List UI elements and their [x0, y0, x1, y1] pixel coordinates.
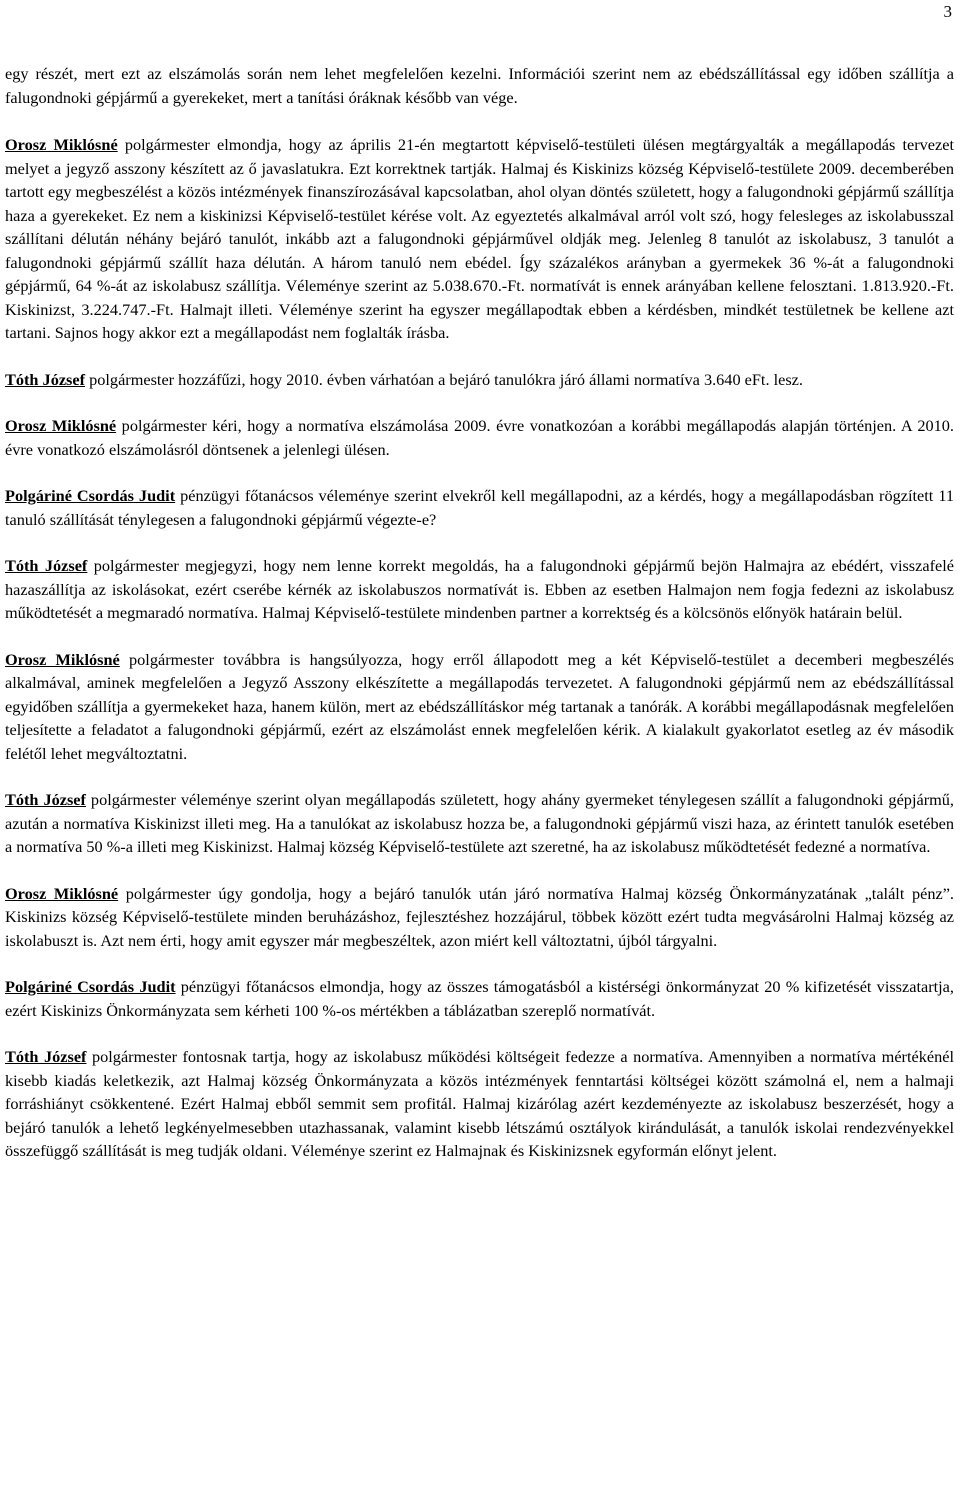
speaker-name: Tóth József: [5, 790, 86, 809]
paragraph-2: [5, 133, 954, 345]
paragraph-7: [5, 648, 954, 766]
speaker-name: Orosz Miklósné: [5, 649, 120, 669]
paragraph-10-text: pénzügyi főtanácsos elmondja, hogy az összes támogatásból a kistérségi önkormányzat 20 % kifizetését visszatartja, ezért Kiskinizs Önkormányzata sem kérheti 100 %-os mértékben a táblázatban szereplő normatívát.: [5, 977, 954, 1020]
paragraph-3: [5, 368, 954, 392]
paragraph-1: [5, 62, 954, 109]
paragraph-4: [5, 414, 954, 461]
speaker-name: Tóth József: [5, 556, 88, 575]
paragraph-3-text: polgármester hozzáfűzi, hogy 2010. évben várhatóan a bejáró tanulókra járó állami normatíva 3.640 eFt. lesz.: [85, 369, 803, 389]
paragraph-5-text: pénzügyi főtanácsos véleménye szerint elvekről kell megállapodni, az a kérdés, hogy a megállapodásban rögzített 11 tanuló szállítását ténylegesen a falugondnoki gépjármű végezte-e?: [5, 486, 954, 529]
paragraph-10: [5, 975, 954, 1022]
paragraph-11: [5, 1045, 954, 1163]
page-number: 3: [943, 2, 952, 21]
speaker-name: Orosz Miklósné: [5, 135, 118, 154]
paragraph-11-text: polgármester fontosnak tartja, hogy az iskolabusz működési költségeit fedezze a normatíva. Amennyiben a normatíva mértékénél kisebb kiadás keletkezik, azt Halmaj község Önkormányzata a közös intézmények fenntartási költségei között számolná el, nem a halmaji forráshiányt csökkentené. Ezért Halmaj ebből semmit sem profitál. Halmaj kizárólag azért kezdeményezte az iskolabusz beszerzését, hogy a bejáró tanulók a lehető legkényelmesebben utazhassanak, valamint kisebb létszámú osztályok kirándulását, a tanulók iskolai rendezvényekkel összefüggő szállítását is meg tudják oldani. Véleménye szerint ez Halmajnak és Kiskinizsnek egyformán előnyt jelent.: [5, 1047, 954, 1160]
speaker-name: Polgáriné Csordás Judit: [5, 486, 176, 505]
paragraph-4-text: polgármester kéri, hogy a normatíva elszámolása 2009. évre vonatkozóan a korábbi megállapodás alapján történjen. A 2010. évre vonatkozó elszámolásról döntsenek a jelenlegi ülésen.: [5, 416, 954, 459]
paragraph-2-text: polgármester elmondja, hogy az április 21-én megtartott képviselő-testületi ülésen megtárgyalták a megállapodás tervezet melyet a jegyző asszony készített az ő javaslatukra. Ezt korrektnek tartják. Halmaj és Kiskinizs község Képviselő-testülete 2009. decemberében tartott egy megbeszélést a közös intézmények finanszírozásával kapcsolatban, ahol olyan döntés született, hogy a falugondnoki gépjármű szállítja haza a gyerekeket. Ez nem a kiskinizsi Képviselő-testület kérése volt. Az egyeztetés alkalmával arról volt szó, hogy felesleges az iskolabusszal szállítani délután néhány bejáró tanulót, inkább azt a falugondnoki gépjárművel oldják meg. Jelenleg 8 tanulót az iskolabusz, 3 tanulót a falugondnoki gépjármű szállít haza délután. A három tanuló nem ebédel. Így százalékos arányban a gyermekek 36 %-át a falugondnoki gépjármű, 64 %-át az iskolabusz szállítja. Véleménye szerint az 5.038.670.-Ft. normatívát is ennek arányában kellene felosztani. 1.813.920.-Ft. Kiskinizst, 3.224.747.-Ft. Halmajt illeti. Véleménye szerint ha egyszer megállapodtak ebben a kérdésben, mindkét testületnek be kellene azt tartani. Sajnos hogy akkor ezt a megállapodást nem foglalták írásba.: [5, 135, 954, 342]
paragraph-9: [5, 882, 954, 953]
speaker-name: Polgáriné Csordás Judit: [5, 977, 176, 996]
paragraph-6-text: polgármester megjegyzi, hogy nem lenne korrekt megoldás, ha a falugondnoki gépjármű bejön Halmajra az ebédért, visszafelé hazaszállítja az iskolásokat, ezért cserébe kérnék az iskolabuszos normatívát is. Ebben az esetben Halmajon nem fogja fedezni az iskolabusz működtetését a megmaradó normatíva. Halmaj Képviselő-testülete mindenben partner a korrektség és a kölcsönös előnyök határain belül.: [5, 556, 954, 622]
paragraph-8: [5, 788, 954, 859]
paragraph-5: [5, 484, 954, 531]
paragraph-1-text: egy részét, mert ezt az elszámolás során nem lehet megfelelően kezelni. Információi szerint nem az ebédszállítással egy időben szállítja a falugondnoki gépjármű a gyerekeket, mert a tanítási óráknak később van vége.: [5, 64, 954, 107]
paragraph-8-text: polgármester véleménye szerint olyan megállapodás született, hogy ahány gyermeket ténylegesen szállít a falugondnoki gépjármű, azután a normatíva Kiskinizst illeti meg. Ha a tanulókat az iskolabusz hozza be, a falugondnoki gépjármű viszi haza, az érintett tanulók esetében a normatíva 50 %-a illeti meg Kiskinizst. Halmaj község Képviselő-testülete azt szeretné, ha az iskolabusz működtetését fedezné a normatíva.: [5, 790, 954, 856]
paragraph-9-text: polgármester úgy gondolja, hogy a bejáró tanulók után járó normatíva Halmaj község Önkormányzatának „talált pénz”. Kiskinizs község Képviselő-testülete minden beruházáshoz, fejlesztéshez hozzájárul, többek között ezért tudta megvásárolni Halmaj község az iskolabuszt is. Azt nem érti, hogy amit egyszer már megbeszéltek, azon miért kell változtatni, újból tárgyalni.: [5, 883, 954, 950]
speaker-name: Tóth József: [5, 369, 86, 389]
speaker-name: Orosz Miklósné: [5, 416, 117, 435]
speaker-name: Orosz Miklósné: [5, 883, 119, 903]
paragraph-6: [5, 554, 954, 625]
speaker-name: Tóth József: [5, 1047, 87, 1066]
paragraph-7-text: polgármester továbbra is hangsúlyozza, hogy erről állapodott meg a két Képviselő-testület a decemberi megbeszélés alkalmával, aminek megfelelően a Jegyző Asszony elkészítette a megállapodás tervezetet. A falugondnoki gépjármű nem az ebédszállítással egyidőben szállítja a gyermekeket haza, hanem külön, mert az ebédszállításkor még tartanak a tanórák. A korábbi megállapodásnak megfelelően teljesítette a feladatot a falugondnoki gépjármű, ezért az elszámolást ennek megfelelően kérik. A kialakult gyakorlatot esetleg az év második felétől lehet megváltoztatni.: [5, 649, 954, 763]
